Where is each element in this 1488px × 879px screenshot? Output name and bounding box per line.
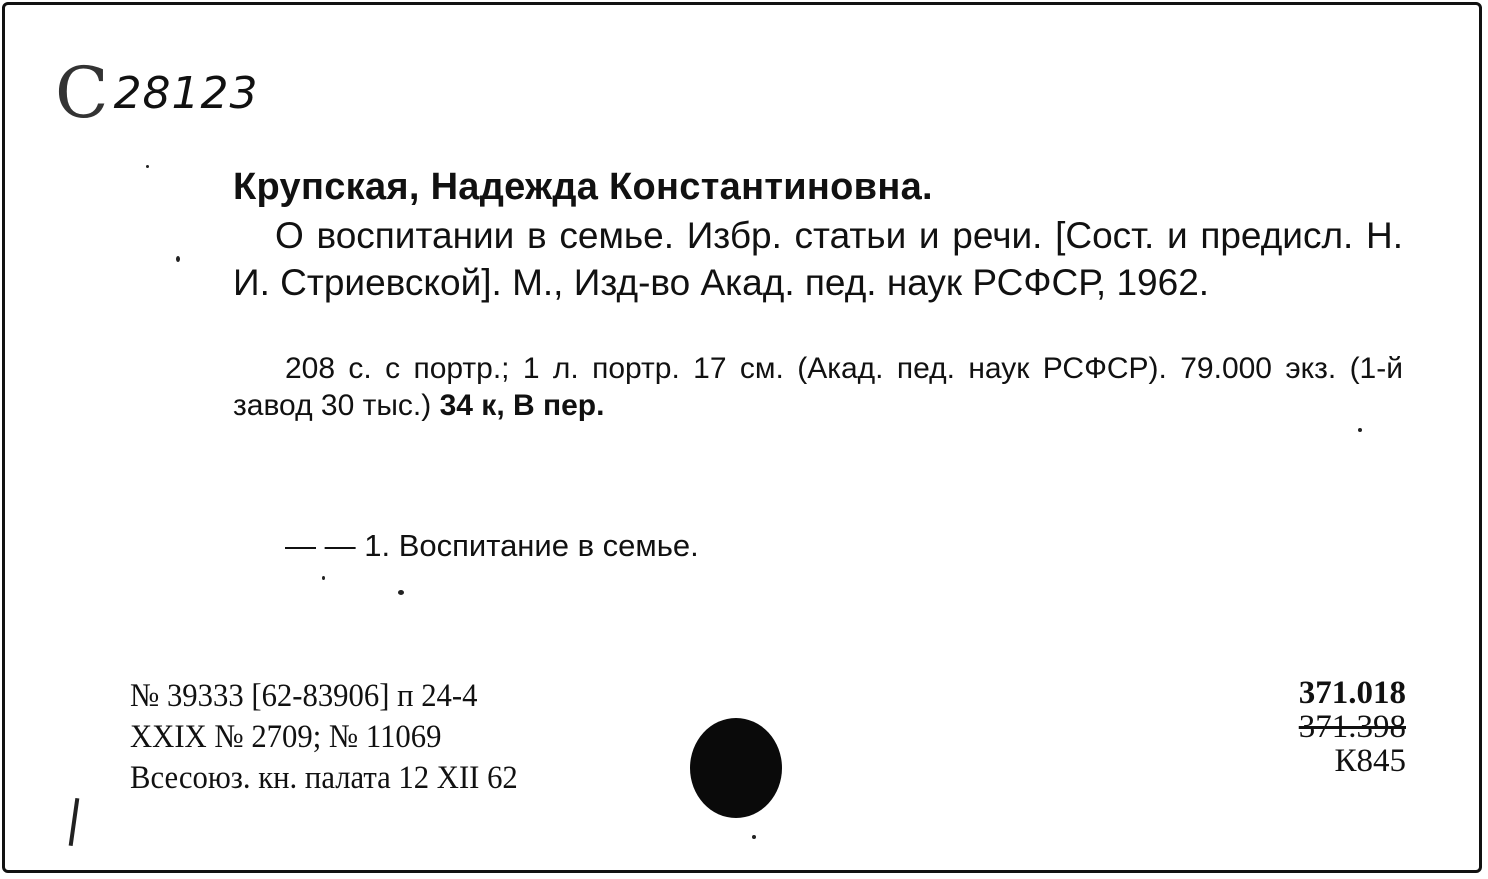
speck	[176, 256, 180, 262]
collation	[233, 350, 1403, 424]
punch-hole	[690, 718, 782, 818]
registration-line-1: № 39333 [62-83906] п 24-4	[130, 678, 478, 714]
classification-code-1: 371.018	[1298, 675, 1406, 711]
registration-block	[130, 676, 518, 799]
author-heading: Крупская, Надежда Константиновна.	[233, 166, 933, 208]
classification-code-3: К845	[1334, 743, 1406, 779]
call-number-prefix: С	[55, 52, 110, 134]
classification-block	[1299, 676, 1406, 778]
registration-line-3: Всесоюз. кн. палата 12 XII 62	[130, 760, 518, 796]
speck	[322, 576, 325, 580]
speck	[398, 590, 404, 595]
title-statement: О воспитании в семье. Избр. статьи и речи. [Сост. и предисл. Н. И. Стриевской]. М., Изд-во Акад. пед. наук РСФСР, 1962.	[233, 215, 1403, 303]
speck	[1358, 428, 1362, 432]
call-number-digits: 28123	[113, 67, 259, 119]
registration-line-2: XXIX № 2709; № 11069	[130, 719, 442, 755]
classification-code-2: 371.398	[1298, 709, 1406, 745]
speck	[146, 165, 149, 168]
call-number	[55, 52, 259, 134]
subject-heading: — — 1. Воспитание в семье.	[285, 528, 699, 563]
price: 34 к, В пер.	[439, 389, 605, 422]
collation-text: 208 с. с портр.; 1 л. портр. 17 см. (Акад. пед. наук РСФСР). 79.000 экз. (1-й завод 30 тыс.)	[233, 352, 1403, 422]
speck	[752, 835, 756, 839]
